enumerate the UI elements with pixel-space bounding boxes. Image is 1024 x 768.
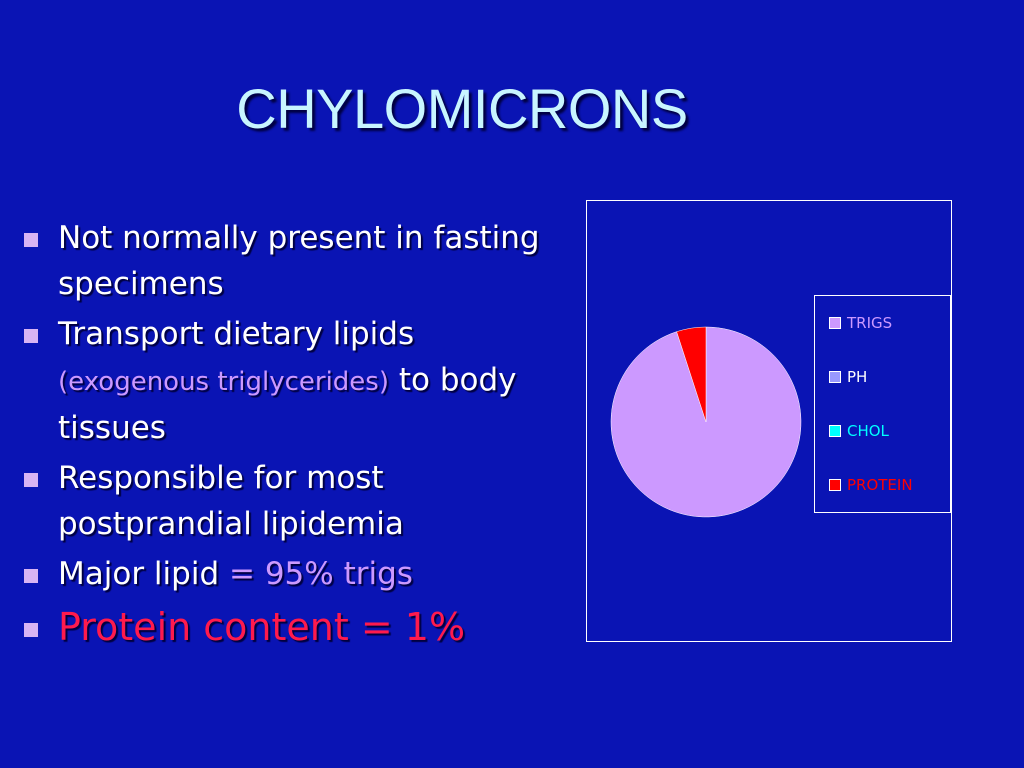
bullet-text: Protein content = 1% <box>58 605 466 649</box>
legend-label: PH <box>847 368 868 386</box>
bullet-item <box>20 455 540 547</box>
bullet-item <box>20 551 540 597</box>
legend-item-trigs <box>829 314 892 332</box>
legend-item-ph <box>829 368 867 386</box>
bullet-list <box>20 215 540 657</box>
bullet-text: Major lipid <box>58 556 229 592</box>
bullet-paren-open: ( <box>58 367 69 397</box>
pie-chart-frame <box>586 200 952 642</box>
legend-label: PROTEIN <box>847 476 913 494</box>
legend-swatch-icon <box>829 371 841 383</box>
bullet-square-icon <box>24 623 38 637</box>
bullet-paren-close: ) <box>378 367 389 397</box>
legend-label: TRIGS <box>847 314 893 332</box>
bullet-item <box>20 215 540 307</box>
legend-swatch-icon <box>829 317 841 329</box>
bullet-square-icon <box>24 473 38 487</box>
bullet-item <box>20 311 540 451</box>
legend-label: CHOL <box>847 422 889 440</box>
bullet-text: Not normally present in fasting specimens <box>58 220 540 302</box>
legend-swatch-icon <box>829 425 841 437</box>
slide-title: CHYLOMICRONS <box>236 77 688 140</box>
legend-item-protein <box>829 476 913 494</box>
bullet-square-icon <box>24 329 38 343</box>
bullet-text: Transport dietary lipids <box>58 316 415 352</box>
bullet-paren-text: exogenous triglycerides <box>68 367 379 397</box>
legend-item-chol <box>829 422 889 440</box>
bullet-text: Responsible for most postprandial lipidemia <box>58 460 404 542</box>
bullet-square-icon <box>24 569 38 583</box>
bullet-item-highlight <box>20 601 540 653</box>
bullet-square-icon <box>24 233 38 247</box>
bullet-accent-text: = 95% trigs <box>228 556 413 592</box>
bullet-text-continued: to body tissues <box>58 362 517 446</box>
chart-legend <box>814 295 951 513</box>
legend-swatch-icon <box>829 479 841 491</box>
